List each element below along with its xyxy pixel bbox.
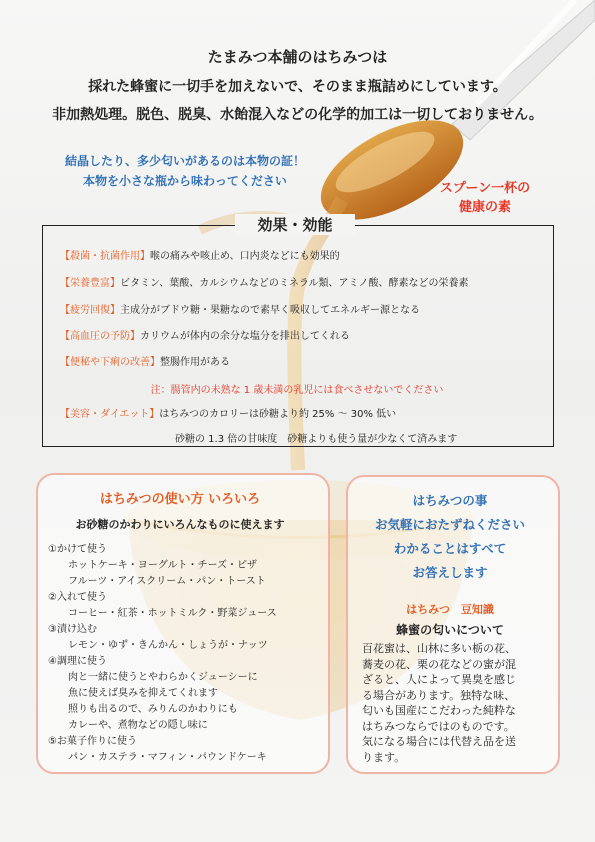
tagline-blue-2: 本物を小さな瓶から味わってください <box>83 174 287 188</box>
page-title: たまみつ本舗のはちみつは <box>207 48 388 66</box>
usage-line: コーヒー・紅茶・ホットミルク・野菜ジュース <box>68 608 277 619</box>
usage-line: ホットケーキ・ヨーグルト・チーズ・ピザ <box>68 560 257 571</box>
usage-category: ④調理に使う <box>48 656 107 667</box>
effect-item: 【殺菌・抗菌作用】喉の痛みや咳止め、口内炎などにも効果的 <box>60 251 340 262</box>
effect-item: 【便秘や下痢の改善】整腸作用がある <box>60 357 230 368</box>
usage-line: 照りも出るので、みりんのかわりにも <box>68 704 238 715</box>
usage-line: 肉と一緒に使うとやわらかくジューシーに <box>68 672 258 683</box>
intro-line-2: 非加熱処理。脱色、脱臭、水飴混入などの化学的加工は一切しておりません。 <box>52 107 543 123</box>
usage-category: ⑤お菓子作りに使う <box>48 736 137 747</box>
trivia-title: 蜂蜜の匂いについて <box>396 623 504 637</box>
usage-category: ③漬け込む <box>48 624 97 635</box>
usage-line: レモン・ゆず・きんかん・しょうが・ナッツ <box>68 640 268 651</box>
trivia-line: ざると、人によって異臭を感じ <box>362 673 516 686</box>
usage-line: カレーや、煮物などの隠し味に <box>68 720 208 731</box>
trivia-line: 蕎麦の花、栗の花などの蜜が混 <box>362 657 516 671</box>
trivia-line: はちみつならではのものです。 <box>362 719 515 733</box>
spoon-caption-2: 健康の素 <box>458 200 511 215</box>
trivia-tag: はちみつ 豆知識 <box>406 603 494 616</box>
effects-heading: 効果・効能 <box>235 214 355 235</box>
usage-heading: はちみつの使い方 いろいろ <box>99 492 261 507</box>
effect-item: 【美容・ダイエット】はちみつのカロリーは砂糖より約 25% ～ 30% 低い <box>60 409 397 420</box>
infant-warning: 注：腸管内の未熟な 1 歳未満の乳児には食べさせないでください <box>150 385 444 396</box>
usage-subheading: お砂糖のかわりにいろんなものに使えます <box>75 518 285 531</box>
usage-category: ②入れて使う <box>48 592 107 603</box>
usage-line: フルーツ・アイスクリーム・パン・トースト <box>68 576 266 587</box>
trivia-body <box>362 641 542 765</box>
effect-item: 【疲労回復】主成分がブドウ糖・果糖なので素早く吸収してエネルギー源となる <box>60 305 420 316</box>
trivia-line: 百花蜜は、山林に多い栃の花、 <box>362 642 516 655</box>
spoon-caption-1: スプーン一杯の <box>439 181 531 196</box>
faq-line: お気軽におたずねください <box>374 517 525 532</box>
faq-line: お答えします <box>412 565 488 580</box>
trivia-line: 気になる場合には代替え品を送 <box>362 735 516 748</box>
effect-item: 【栄養豊富】ビタミン、葉酸、カルシウムなどのミネラル類、アミノ酸、酵素などの栄養素 <box>60 278 469 289</box>
trivia-line: ります。 <box>362 750 406 764</box>
effect-extra: 砂糖の 1.3 倍の甘味度 砂糖よりも使う量が少なくて済みます <box>175 434 458 445</box>
usage-category: ①かけて使う <box>48 544 107 555</box>
trivia-line: 匂いも国産にこだわった純粋な <box>362 704 516 717</box>
intro-line-1: 採れた蜂蜜に一切手を加えないで、そのまま瓶詰めにしています。 <box>88 79 507 95</box>
usage-line: 魚に使えば臭みを抑えてくれます <box>68 688 218 699</box>
usage-line: パン・カステラ・マフィン・パウンドケーキ <box>68 752 267 763</box>
faq-line: わかることはすべて <box>393 541 507 556</box>
effect-item: 【高血圧の予防】カリウムが体内の余分な塩分を排出してくれる <box>60 331 350 342</box>
faq-line: はちみつの事 <box>412 493 488 508</box>
trivia-line: る場合があります。独特な味、 <box>362 688 516 702</box>
tagline-blue-1: 結晶したり、多少匂いがあるのは本物の証！ <box>64 154 305 168</box>
